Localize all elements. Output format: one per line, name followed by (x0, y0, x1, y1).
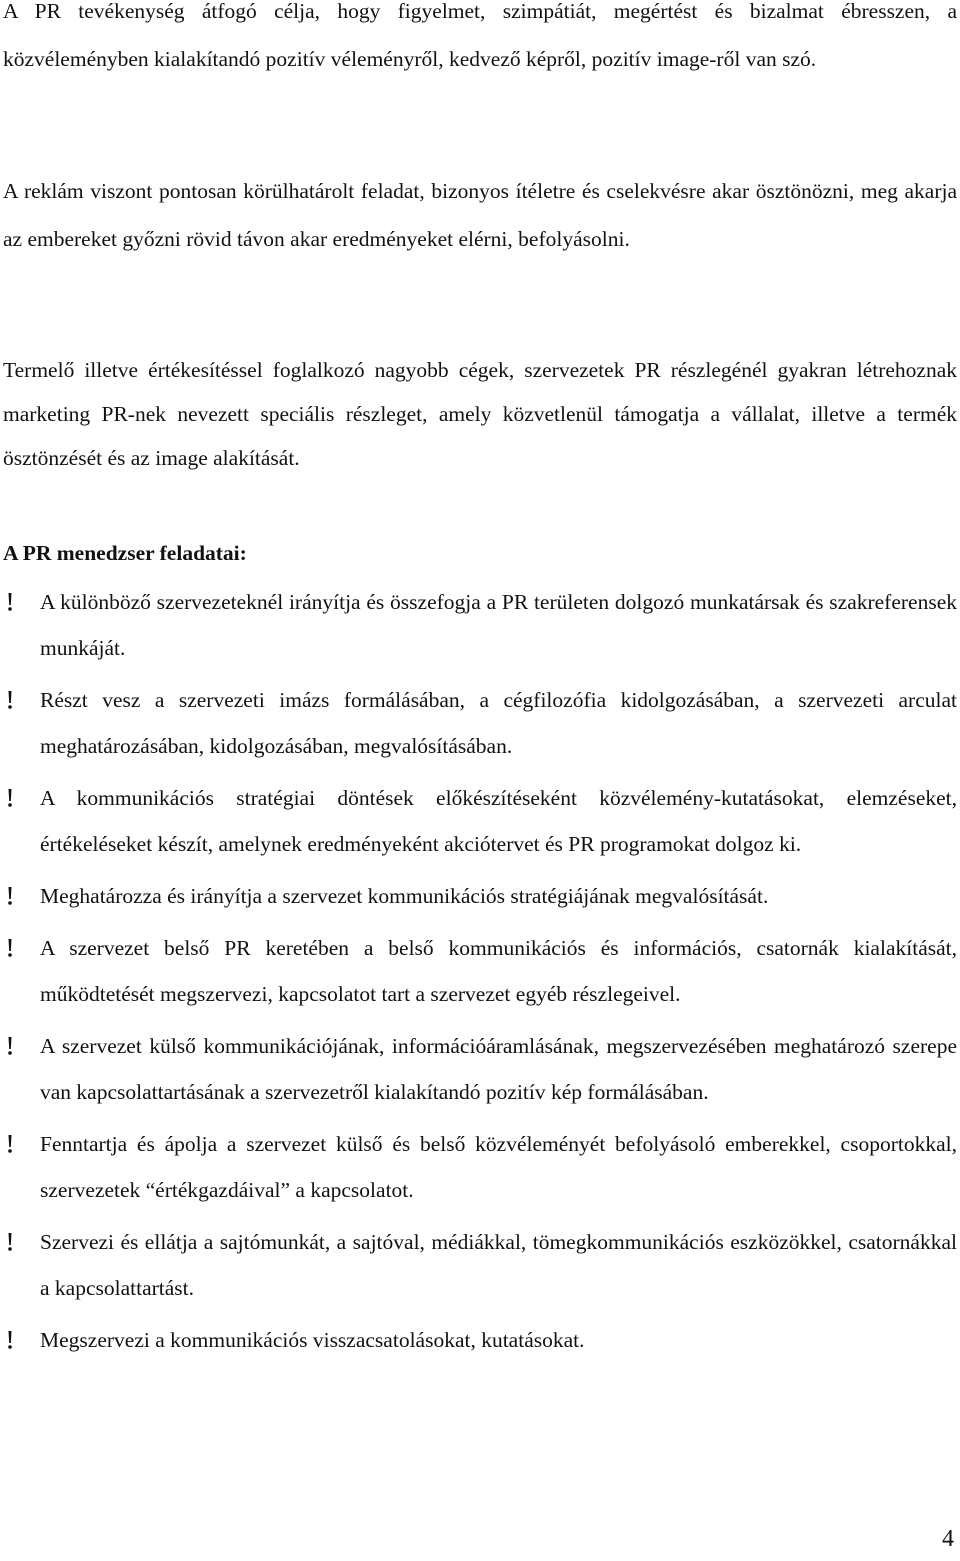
list-item (0, 579, 957, 671)
list-item (0, 925, 957, 1017)
duty-text: A szervezet külső kommunikációjának, információáramlásának, megszervezésében meghatározó szerepe van kapcsolattartásának a szervezetről kialakítandó pozitív kép formálásában. (40, 1034, 957, 1104)
exclamation-bullet-icon (3, 1233, 17, 1251)
duty-text: Meghatározza és irányítja a szervezet kommunikációs stratégiájának megvalósítását. (40, 884, 769, 908)
paragraph-marketing-pr: Termelő illetve értékesítéssel foglalkozó nagyobb cégek, szervezetek PR részlegénél gyakran létrehoznak marketing PR-nek nevezett speciális részleget, amely közvetlenül támogatja a vállalat, illetve a termék ösztönzését és az image alakítását. (3, 358, 957, 470)
section-heading: A PR menedzser feladatai: (3, 541, 247, 565)
duty-text: A kommunikációs stratégiai döntések előkészítéseként közvélemény-kutatásokat, elemzéseket, értékeléseket készít, amelynek eredményeként akciótervet és PR programokat dolgoz ki. (40, 786, 957, 856)
list-item (0, 873, 957, 919)
exclamation-bullet-icon (3, 1037, 17, 1055)
exclamation-bullet-icon (3, 1331, 17, 1349)
duty-text: A különböző szervezeteknél irányítja és összefogja a PR területen dolgozó munkatársak és szakreferensek munkáját. (40, 590, 957, 660)
paragraph-pr-goal: A PR tevékenység átfogó célja, hogy figyelmet, szimpátiát, megértést és bizalmat ébresszen, a közvéleményben kialakítandó pozitív véleményről, kedvező képről, pozitív image-ről van szó. (3, 0, 957, 71)
duty-text: Megszervezi a kommunikációs visszacsatolásokat, kutatásokat. (40, 1328, 585, 1352)
duty-text: Fenntartja és ápolja a szervezet külső és belső közvéleményét befolyásoló emberekkel, csoportokkal, szervezetek “értékgazdáival” a kapcsolatot. (40, 1132, 957, 1202)
list-item (0, 1317, 957, 1363)
list-item (0, 677, 957, 769)
exclamation-bullet-icon (3, 691, 17, 709)
exclamation-bullet-icon (3, 939, 17, 957)
exclamation-bullet-icon (3, 593, 17, 611)
duties-list (0, 579, 960, 1363)
list-item (0, 775, 957, 867)
page-number: 4 (942, 1526, 954, 1552)
exclamation-bullet-icon (3, 789, 17, 807)
duty-text: A szervezet belső PR keretében a belső kommunikációs és információs, csatornák kialakítását, működtetését megszervezi, kapcsolatot tart a szervezet egyéb részlegeivel. (40, 936, 957, 1006)
exclamation-bullet-icon (3, 1135, 17, 1153)
list-item (0, 1219, 957, 1311)
list-item (0, 1023, 957, 1115)
duty-text: Szervezi és ellátja a sajtómunkát, a sajtóval, médiákkal, tömegkommunikációs eszközökkel, csatornákkal a kapcsolattartást. (40, 1230, 957, 1300)
list-item (0, 1121, 957, 1213)
paragraph-advertising: A reklám viszont pontosan körülhatárolt feladat, bizonyos ítéletre és cselekvésre akar ösztönözni, meg akarja az embereket győzni rövid távon akar eredményeket elérni, befolyásolni. (3, 179, 957, 251)
exclamation-bullet-icon (3, 887, 17, 905)
duty-text: Részt vesz a szervezeti imázs formálásában, a cégfilozófia kidolgozásában, a szervezeti arculat meghatározásában, kidolgozásában, megvalósításában. (40, 688, 957, 758)
